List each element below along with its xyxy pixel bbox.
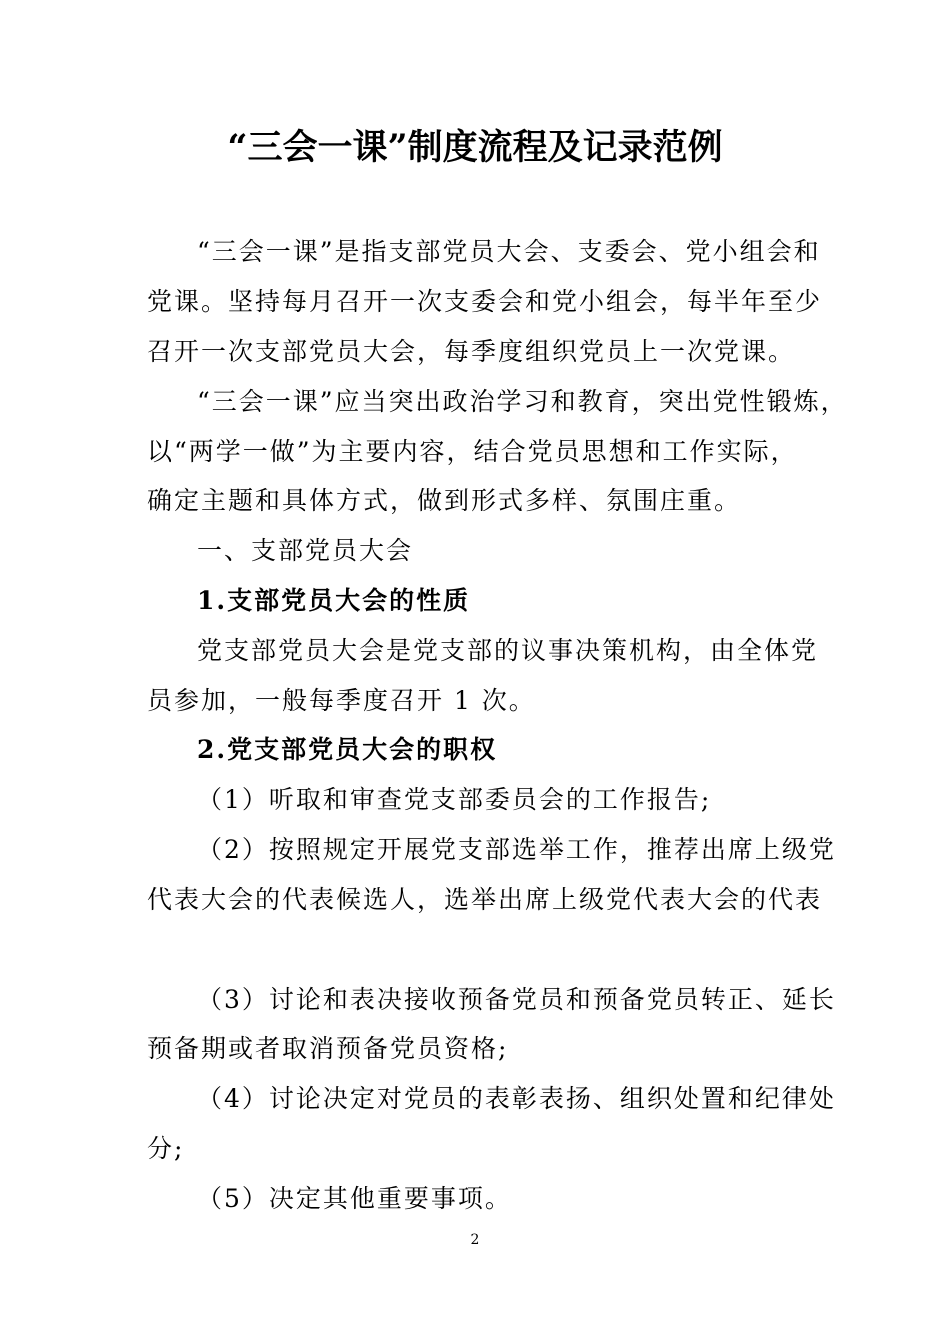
paragraph-line: 员参加，一般每季度召开 1 次。 <box>147 686 536 715</box>
list-item: （4）讨论决定对党员的表彰表扬、组织处置和纪律处 <box>197 1084 836 1113</box>
paragraph-line: 党支部党员大会是党支部的议事决策机构，由全体党 <box>197 636 819 665</box>
list-item: （5）决定其他重要事项。 <box>197 1184 512 1213</box>
paragraph-line: 召开一次支部党员大会，每季度组织党员上一次党课。 <box>147 337 796 366</box>
paragraph-line: “三会一课”应当突出政治学习和教育，突出党性锻炼， <box>197 387 848 416</box>
subsection-heading: 1.支部党员大会的性质 <box>197 586 471 615</box>
paragraph-line: 以“两学一做”为主要内容，结合党员思想和工作实际， <box>147 437 798 466</box>
list-item-continuation: 预备期或者取消预备党员资格; <box>147 1034 509 1063</box>
page-number: 2 <box>470 1232 480 1248</box>
list-item: （2）按照规定开展党支部选举工作，推荐出席上级党 <box>197 835 836 864</box>
list-item-continuation: 分; <box>147 1134 185 1163</box>
paragraph-line: 党课。坚持每月召开一次支委会和党小组会，每半年至少 <box>147 287 823 316</box>
subsection-heading: 2.党支部党员大会的职权 <box>197 735 498 764</box>
section-heading: 一、支部党员大会 <box>197 536 414 565</box>
page-title: “三会一课”制度流程及记录范例 <box>227 127 723 168</box>
paragraph-line: “三会一课”是指支部党员大会、支委会、党小组会和 <box>197 237 821 266</box>
list-item: （3）讨论和表决接收预备党员和预备党员转正、延长 <box>197 985 836 1014</box>
list-item-continuation: 代表大会的代表候选人，选举出席上级党代表大会的代表 <box>147 885 823 914</box>
paragraph-line: 确定主题和具体方式，做到形式多样、氛围庄重。 <box>147 486 742 515</box>
list-item: （1）听取和审查党支部委员会的工作报告; <box>197 785 712 814</box>
